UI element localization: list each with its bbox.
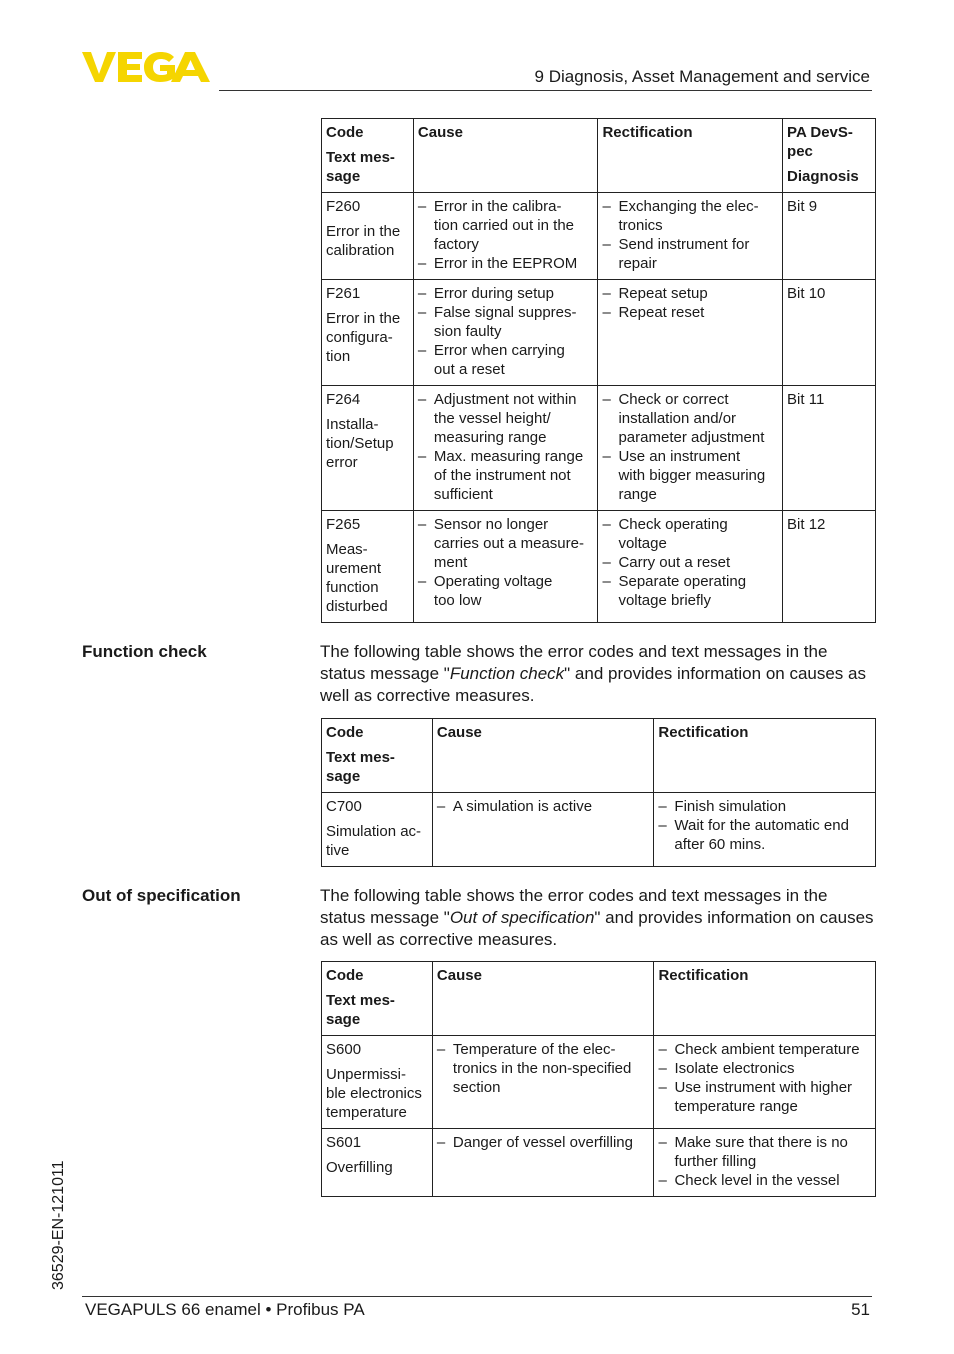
list-item: – A simulation is active bbox=[437, 797, 650, 816]
cause-list bbox=[418, 515, 594, 610]
list-item: – Send instrument for repair bbox=[602, 235, 778, 273]
cause-cell bbox=[432, 1129, 654, 1197]
list-item: – Repeat reset bbox=[602, 303, 778, 322]
function-check-heading: Function check bbox=[82, 642, 207, 661]
error-code: C700 bbox=[326, 798, 362, 815]
out-of-spec-intro: The following table shows the error codes and text messages in the status message "Out of specification" and provides information on causes as well as corrective measures. bbox=[320, 886, 874, 949]
header-cause: Cause bbox=[432, 719, 654, 793]
header-rectification: Rectification bbox=[654, 962, 876, 1036]
diagnosis-bit-cell: Bit 11 bbox=[783, 386, 876, 511]
rectification-list bbox=[658, 1133, 871, 1190]
rectification-cell bbox=[598, 193, 783, 280]
error-code: F265 bbox=[326, 516, 361, 533]
list-item: – Carry out a reset bbox=[602, 553, 778, 572]
rectification-cell bbox=[654, 1129, 876, 1197]
cause-list bbox=[437, 1133, 650, 1152]
document-id: 36529-EN-121011 bbox=[50, 1160, 67, 1290]
rectification-cell bbox=[654, 1036, 876, 1129]
cause-list bbox=[418, 390, 594, 504]
text-message: Installa- tion/Setup error bbox=[326, 416, 394, 471]
rectification-list bbox=[602, 284, 778, 322]
list-item: – Max. measuring range of the instrument not sufficient bbox=[418, 447, 594, 504]
function-check-intro: The following table shows the error codes and text messages in the status message "Function check" and provides information on causes as well as corrective measures. bbox=[320, 642, 866, 705]
list-item: – Temperature of the elec- tronics in the non-specified section bbox=[437, 1040, 650, 1097]
list-item: – Use instrument with higher temperature range bbox=[658, 1078, 871, 1116]
error-code: F261 bbox=[326, 285, 361, 302]
header-rectification: Rectification bbox=[654, 719, 876, 793]
header-rectification: Rectification bbox=[598, 119, 783, 193]
header-code: Code Text mes- sage bbox=[322, 119, 414, 193]
diagnosis-bit-cell: Bit 9 bbox=[783, 193, 876, 280]
list-item: – Repeat setup bbox=[602, 284, 778, 303]
list-item: – False signal suppres- sion faulty bbox=[418, 303, 594, 341]
rectification-list bbox=[602, 515, 778, 610]
error-code: F260 bbox=[326, 198, 361, 215]
page-number: 51 bbox=[851, 1300, 870, 1319]
table-header-row bbox=[322, 119, 876, 193]
rectification-list bbox=[602, 390, 778, 504]
table-header-row bbox=[322, 962, 876, 1036]
text-message: Unpermissi- ble electronics temperature bbox=[326, 1066, 422, 1121]
cause-cell bbox=[432, 1036, 654, 1129]
out-of-spec-heading: Out of specification bbox=[82, 886, 241, 905]
code-cell bbox=[322, 511, 414, 623]
table-row bbox=[322, 386, 876, 511]
header-cause: Cause bbox=[413, 119, 598, 193]
table-row bbox=[322, 193, 876, 280]
cause-cell bbox=[413, 386, 598, 511]
list-item: – Error in the EEPROM bbox=[418, 254, 594, 273]
list-item: – Error in the calibra- tion carried out in the factory bbox=[418, 197, 594, 254]
list-item: – Sensor no longer carries out a measure- ment bbox=[418, 515, 594, 572]
rectification-list bbox=[602, 197, 778, 273]
out-of-spec-table bbox=[321, 961, 876, 1197]
section-title: 9 Diagnosis, Asset Management and service bbox=[534, 67, 870, 86]
table-row bbox=[322, 511, 876, 623]
code-cell bbox=[322, 386, 414, 511]
rectification-cell bbox=[598, 511, 783, 623]
vega-logo bbox=[82, 50, 212, 84]
rectification-cell bbox=[598, 280, 783, 386]
table-row bbox=[322, 793, 876, 867]
diagnosis-bit-cell: Bit 10 bbox=[783, 280, 876, 386]
list-item: – Error when carrying out a reset bbox=[418, 341, 594, 379]
rectification-list bbox=[658, 1040, 871, 1116]
cause-cell bbox=[413, 511, 598, 623]
header-cause: Cause bbox=[432, 962, 654, 1036]
cause-list bbox=[437, 1040, 650, 1097]
list-item: – Operating voltage too low bbox=[418, 572, 594, 610]
table-header-row bbox=[322, 719, 876, 793]
function-check-table bbox=[321, 718, 876, 867]
cause-cell bbox=[413, 193, 598, 280]
list-item: – Check level in the vessel bbox=[658, 1171, 871, 1190]
rectification-list bbox=[658, 797, 871, 854]
list-item: – Adjustment not within the vessel height/ measuring range bbox=[418, 390, 594, 447]
product-name: VEGAPULS 66 enamel • Profibus PA bbox=[85, 1300, 365, 1319]
table-row bbox=[322, 1129, 876, 1197]
code-cell bbox=[322, 1129, 433, 1197]
code-cell bbox=[322, 793, 433, 867]
list-item: – Error during setup bbox=[418, 284, 594, 303]
text-message: Error in the calibration bbox=[326, 223, 401, 259]
footer-rule bbox=[82, 1296, 872, 1297]
text-message: Simulation ac- tive bbox=[326, 823, 422, 859]
list-item: – Check operating voltage bbox=[602, 515, 778, 553]
cause-cell bbox=[413, 280, 598, 386]
list-item: – Check or correct installation and/or parameter adjustment bbox=[602, 390, 778, 447]
rectification-cell bbox=[654, 793, 876, 867]
cause-list bbox=[418, 197, 594, 273]
text-message: Meas- urement function disturbed bbox=[326, 541, 388, 615]
header-code: Code Text mes- sage bbox=[322, 719, 433, 793]
rectification-cell bbox=[598, 386, 783, 511]
header-pa-devspec: PA DevS- pec Diagnosis bbox=[783, 119, 876, 193]
list-item: – Check ambient temperature bbox=[658, 1040, 871, 1059]
list-item: – Wait for the automatic end after 60 mins. bbox=[658, 816, 871, 854]
header-code: Code Text mes- sage bbox=[322, 962, 433, 1036]
code-cell bbox=[322, 193, 414, 280]
list-item: – Danger of vessel overfilling bbox=[437, 1133, 650, 1152]
list-item: – Make sure that there is no further filling bbox=[658, 1133, 871, 1171]
list-item: – Isolate electronics bbox=[658, 1059, 871, 1078]
code-cell bbox=[322, 1036, 433, 1129]
cause-cell bbox=[432, 793, 654, 867]
table-row bbox=[322, 280, 876, 386]
cause-list bbox=[418, 284, 594, 379]
error-code: F264 bbox=[326, 391, 361, 408]
text-message: Overfilling bbox=[326, 1159, 393, 1176]
error-code: S600 bbox=[326, 1041, 362, 1058]
list-item: – Use an instrument with bigger measuring range bbox=[602, 447, 778, 504]
list-item: – Exchanging the elec- tronics bbox=[602, 197, 778, 235]
header-rule bbox=[219, 90, 872, 91]
list-item: – Separate operating voltage briefly bbox=[602, 572, 778, 610]
error-code: S601 bbox=[326, 1134, 362, 1151]
cause-list bbox=[437, 797, 650, 816]
list-item: – Finish simulation bbox=[658, 797, 871, 816]
text-message: Error in the configura- tion bbox=[326, 310, 401, 365]
code-cell bbox=[322, 280, 414, 386]
failure-table bbox=[321, 118, 876, 623]
table-row bbox=[322, 1036, 876, 1129]
diagnosis-bit-cell: Bit 12 bbox=[783, 511, 876, 623]
